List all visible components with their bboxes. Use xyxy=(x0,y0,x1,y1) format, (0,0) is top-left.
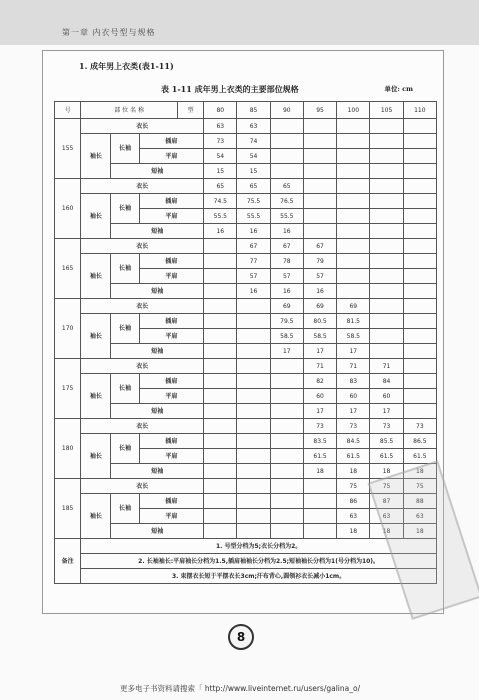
table-row xyxy=(55,224,437,239)
value-cell xyxy=(370,179,403,194)
value-cell xyxy=(403,164,436,179)
value-cell xyxy=(403,194,436,209)
footer-text: 更多电子书资料请搜索「 http://www.liveinternet.ru/users/galina_o/ xyxy=(120,684,361,693)
height-cell: 165 xyxy=(55,239,81,299)
value-cell xyxy=(270,434,303,449)
header-cell: 95 xyxy=(303,102,336,119)
value-cell: 18 xyxy=(403,524,436,539)
value-cell: 74 xyxy=(237,134,270,149)
value-cell xyxy=(204,479,237,494)
label-set-in: 平肩 xyxy=(139,209,204,224)
value-cell: 75 xyxy=(337,479,370,494)
value-cell xyxy=(403,314,436,329)
value-cell xyxy=(337,149,370,164)
table-row xyxy=(55,284,437,299)
table-row xyxy=(55,524,437,539)
value-cell: 83.5 xyxy=(303,434,336,449)
header-cell: 80 xyxy=(204,102,237,119)
value-cell xyxy=(204,494,237,509)
value-cell xyxy=(204,254,237,269)
value-cell xyxy=(204,299,237,314)
height-cell: 180 xyxy=(55,419,81,479)
value-cell: 67 xyxy=(270,239,303,254)
value-cell xyxy=(337,224,370,239)
label-short-sleeve: 短袖 xyxy=(111,164,204,179)
note-row xyxy=(55,539,437,554)
label-short-sleeve: 短袖 xyxy=(111,284,204,299)
value-cell xyxy=(204,314,237,329)
value-cell: 77 xyxy=(237,254,270,269)
label-set-in: 平肩 xyxy=(139,509,204,524)
value-cell xyxy=(270,419,303,434)
value-cell xyxy=(303,119,336,134)
value-cell: 71 xyxy=(337,359,370,374)
value-cell xyxy=(337,239,370,254)
label-short-sleeve: 短袖 xyxy=(111,344,204,359)
value-cell xyxy=(370,329,403,344)
value-cell xyxy=(303,164,336,179)
notes-label: 备注 xyxy=(55,539,81,584)
label-raglan: 插肩 xyxy=(139,374,204,389)
value-cell: 17 xyxy=(303,404,336,419)
value-cell xyxy=(204,269,237,284)
table-header-row xyxy=(55,102,437,119)
note-row xyxy=(55,554,437,569)
label-raglan: 插肩 xyxy=(139,314,204,329)
label-set-in: 平肩 xyxy=(139,449,204,464)
header-cell: 部 位 名 称 xyxy=(81,102,178,119)
value-cell: 57 xyxy=(237,269,270,284)
value-cell xyxy=(370,134,403,149)
value-cell xyxy=(403,344,436,359)
value-cell: 80.5 xyxy=(303,314,336,329)
value-cell: 78 xyxy=(270,254,303,269)
value-cell: 17 xyxy=(270,344,303,359)
height-cell: 170 xyxy=(55,299,81,359)
value-cell xyxy=(204,389,237,404)
value-cell xyxy=(370,164,403,179)
value-cell: 15 xyxy=(204,164,237,179)
value-cell xyxy=(237,494,270,509)
value-cell xyxy=(204,284,237,299)
value-cell xyxy=(370,119,403,134)
value-cell: 16 xyxy=(303,284,336,299)
value-cell xyxy=(403,254,436,269)
value-cell: 18 xyxy=(337,464,370,479)
value-cell xyxy=(270,509,303,524)
value-cell: 60 xyxy=(303,389,336,404)
value-cell: 17 xyxy=(303,344,336,359)
label-raglan: 插肩 xyxy=(139,194,204,209)
value-cell: 18 xyxy=(370,524,403,539)
table-row xyxy=(55,314,437,329)
table-row xyxy=(55,404,437,419)
value-cell: 88 xyxy=(403,494,436,509)
value-cell: 84 xyxy=(370,374,403,389)
value-cell xyxy=(337,284,370,299)
value-cell xyxy=(337,194,370,209)
value-cell: 75 xyxy=(403,479,436,494)
value-cell: 61.5 xyxy=(403,449,436,464)
value-cell: 75.5 xyxy=(237,194,270,209)
note-text: 2. 长袖袖长:平肩袖长分档为1.5,插肩袖袖长分档为2.5;短袖袖长分档为1(号分档为10)。 xyxy=(81,554,437,569)
value-cell xyxy=(303,179,336,194)
value-cell: 17 xyxy=(337,404,370,419)
label-sleeve: 袖长 xyxy=(81,494,111,539)
value-cell: 18 xyxy=(403,464,436,479)
value-cell: 55.5 xyxy=(204,209,237,224)
value-cell xyxy=(403,404,436,419)
header-cell: 105 xyxy=(370,102,403,119)
value-cell: 75 xyxy=(370,479,403,494)
value-cell: 86 xyxy=(337,494,370,509)
value-cell: 60 xyxy=(337,389,370,404)
table-title: 表 1-11 成年男上衣类的主要部位规格 xyxy=(161,84,299,94)
value-cell: 60 xyxy=(370,389,403,404)
value-cell: 79.5 xyxy=(270,314,303,329)
header-cell: 100 xyxy=(337,102,370,119)
value-cell: 65 xyxy=(237,179,270,194)
value-cell xyxy=(370,299,403,314)
value-cell xyxy=(403,269,436,284)
table-row xyxy=(55,194,437,209)
chapter-header: 第一章 内衣号型与规格 xyxy=(62,28,156,37)
value-cell: 81.5 xyxy=(337,314,370,329)
value-cell xyxy=(237,509,270,524)
table-row xyxy=(55,134,437,149)
value-cell: 58.5 xyxy=(303,329,336,344)
header-cell: 型 xyxy=(177,102,203,119)
value-cell xyxy=(403,389,436,404)
value-cell: 16 xyxy=(270,224,303,239)
value-cell: 57 xyxy=(270,269,303,284)
label-long-sleeve: 长袖 xyxy=(111,194,139,224)
label-sleeve: 袖长 xyxy=(81,194,111,239)
value-cell: 71 xyxy=(303,359,336,374)
value-cell xyxy=(270,524,303,539)
value-cell: 73 xyxy=(204,134,237,149)
value-cell xyxy=(403,329,436,344)
label-set-in: 平肩 xyxy=(139,329,204,344)
table-row xyxy=(55,464,437,479)
label-length: 衣长 xyxy=(81,479,204,494)
value-cell xyxy=(303,479,336,494)
value-cell xyxy=(403,224,436,239)
value-cell xyxy=(303,224,336,239)
table-row xyxy=(55,164,437,179)
value-cell: 85.5 xyxy=(370,434,403,449)
value-cell xyxy=(370,194,403,209)
value-cell xyxy=(337,269,370,284)
value-cell: 84.5 xyxy=(337,434,370,449)
value-cell: 18 xyxy=(337,524,370,539)
value-cell xyxy=(303,209,336,224)
label-length: 衣长 xyxy=(81,119,204,134)
value-cell: 54 xyxy=(237,149,270,164)
height-cell: 175 xyxy=(55,359,81,419)
height-cell: 185 xyxy=(55,479,81,539)
value-cell xyxy=(204,434,237,449)
value-cell xyxy=(370,239,403,254)
value-cell: 18 xyxy=(370,464,403,479)
header-cell: 90 xyxy=(270,102,303,119)
value-cell xyxy=(270,479,303,494)
value-cell: 16 xyxy=(237,224,270,239)
label-sleeve: 袖长 xyxy=(81,254,111,299)
value-cell: 67 xyxy=(237,239,270,254)
value-cell xyxy=(204,524,237,539)
value-cell: 16 xyxy=(270,284,303,299)
value-cell xyxy=(237,479,270,494)
table-row xyxy=(55,119,437,134)
label-sleeve: 袖长 xyxy=(81,314,111,359)
value-cell: 63 xyxy=(237,119,270,134)
value-cell xyxy=(204,449,237,464)
value-cell xyxy=(270,374,303,389)
value-cell xyxy=(337,179,370,194)
label-length: 衣长 xyxy=(81,299,204,314)
value-cell: 65 xyxy=(204,179,237,194)
table-row xyxy=(55,299,437,314)
value-cell xyxy=(237,404,270,419)
table-row xyxy=(55,239,437,254)
value-cell xyxy=(270,464,303,479)
value-cell xyxy=(204,329,237,344)
header-cell: 号 xyxy=(55,102,81,119)
value-cell xyxy=(270,449,303,464)
value-cell xyxy=(337,209,370,224)
value-cell: 73 xyxy=(337,419,370,434)
value-cell xyxy=(403,209,436,224)
label-sleeve: 袖长 xyxy=(81,374,111,419)
value-cell xyxy=(337,164,370,179)
label-raglan: 插肩 xyxy=(139,134,204,149)
value-cell xyxy=(303,494,336,509)
label-raglan: 插肩 xyxy=(139,254,204,269)
value-cell xyxy=(303,149,336,164)
label-long-sleeve: 长袖 xyxy=(111,134,139,164)
value-cell xyxy=(270,164,303,179)
value-cell xyxy=(403,179,436,194)
value-cell xyxy=(204,404,237,419)
value-cell xyxy=(204,344,237,359)
value-cell xyxy=(237,314,270,329)
value-cell: 61.5 xyxy=(370,449,403,464)
value-cell: 63 xyxy=(370,509,403,524)
value-cell xyxy=(237,434,270,449)
label-length: 衣长 xyxy=(81,359,204,374)
value-cell: 73 xyxy=(370,419,403,434)
label-long-sleeve: 长袖 xyxy=(111,254,139,284)
value-cell: 17 xyxy=(337,344,370,359)
value-cell xyxy=(303,134,336,149)
value-cell: 73 xyxy=(303,419,336,434)
value-cell xyxy=(237,344,270,359)
value-cell: 55.5 xyxy=(237,209,270,224)
value-cell xyxy=(403,134,436,149)
table-row xyxy=(55,374,437,389)
value-cell xyxy=(403,149,436,164)
table-row xyxy=(55,434,437,449)
value-cell: 16 xyxy=(237,284,270,299)
value-cell: 67 xyxy=(303,239,336,254)
value-cell xyxy=(370,209,403,224)
label-short-sleeve: 短袖 xyxy=(111,224,204,239)
value-cell: 16 xyxy=(204,224,237,239)
value-cell xyxy=(337,134,370,149)
label-long-sleeve: 长袖 xyxy=(111,374,139,404)
value-cell xyxy=(303,509,336,524)
value-cell: 65 xyxy=(270,179,303,194)
table-row xyxy=(55,254,437,269)
value-cell xyxy=(204,374,237,389)
value-cell xyxy=(270,119,303,134)
value-cell xyxy=(303,524,336,539)
value-cell xyxy=(237,299,270,314)
value-cell xyxy=(403,284,436,299)
value-cell xyxy=(303,194,336,209)
value-cell xyxy=(370,224,403,239)
value-cell: 58.5 xyxy=(270,329,303,344)
value-cell xyxy=(370,149,403,164)
value-cell xyxy=(270,359,303,374)
top-band xyxy=(0,0,479,45)
value-cell: 74.5 xyxy=(204,194,237,209)
table-row xyxy=(55,344,437,359)
value-cell xyxy=(204,419,237,434)
label-short-sleeve: 短袖 xyxy=(111,524,204,539)
value-cell xyxy=(403,299,436,314)
value-cell: 73 xyxy=(403,419,436,434)
value-cell xyxy=(270,134,303,149)
header-cell: 85 xyxy=(237,102,270,119)
value-cell: 15 xyxy=(237,164,270,179)
label-set-in: 平肩 xyxy=(139,389,204,404)
value-cell: 83 xyxy=(337,374,370,389)
note-text: 1. 号型分档为5;衣长分档为2。 xyxy=(81,539,437,554)
table-row xyxy=(55,359,437,374)
value-cell: 55.5 xyxy=(270,209,303,224)
value-cell xyxy=(237,464,270,479)
value-cell xyxy=(204,239,237,254)
section-title: 1. 成年男上衣类(表1-11) xyxy=(79,61,174,71)
note-text: 3. 束摆衣长短于平摆衣长3cm;汗布背心,圆领衫衣长减小1cm。 xyxy=(81,569,437,584)
value-cell: 69 xyxy=(337,299,370,314)
value-cell xyxy=(403,239,436,254)
label-long-sleeve: 长袖 xyxy=(111,434,139,464)
label-long-sleeve: 长袖 xyxy=(111,314,139,344)
value-cell: 86.5 xyxy=(403,434,436,449)
value-cell xyxy=(337,119,370,134)
label-raglan: 插肩 xyxy=(139,494,204,509)
value-cell xyxy=(370,314,403,329)
value-cell xyxy=(237,374,270,389)
label-length: 衣长 xyxy=(81,239,204,254)
value-cell: 79 xyxy=(303,254,336,269)
value-cell xyxy=(237,449,270,464)
value-cell xyxy=(204,464,237,479)
label-long-sleeve: 长袖 xyxy=(111,494,139,524)
value-cell xyxy=(237,419,270,434)
value-cell: 57 xyxy=(303,269,336,284)
value-cell xyxy=(370,344,403,359)
unit-label: 单位: cm xyxy=(384,85,413,93)
table-row xyxy=(55,179,437,194)
value-cell: 61.5 xyxy=(303,449,336,464)
value-cell xyxy=(204,509,237,524)
value-cell xyxy=(270,149,303,164)
label-sleeve: 袖长 xyxy=(81,134,111,179)
value-cell xyxy=(403,119,436,134)
value-cell xyxy=(237,389,270,404)
label-set-in: 平肩 xyxy=(139,149,204,164)
value-cell: 18 xyxy=(303,464,336,479)
value-cell xyxy=(403,359,436,374)
value-cell: 63 xyxy=(204,119,237,134)
value-cell: 58.5 xyxy=(337,329,370,344)
value-cell xyxy=(370,284,403,299)
value-cell xyxy=(370,254,403,269)
value-cell xyxy=(270,389,303,404)
table-row xyxy=(55,419,437,434)
label-raglan: 插肩 xyxy=(139,434,204,449)
height-cell: 155 xyxy=(55,119,81,179)
note-row xyxy=(55,569,437,584)
value-cell: 63 xyxy=(337,509,370,524)
label-length: 衣长 xyxy=(81,419,204,434)
value-cell xyxy=(270,494,303,509)
value-cell: 17 xyxy=(370,404,403,419)
label-short-sleeve: 短袖 xyxy=(111,464,204,479)
value-cell: 54 xyxy=(204,149,237,164)
value-cell: 71 xyxy=(370,359,403,374)
page-number: 8 xyxy=(228,624,254,650)
value-cell xyxy=(237,524,270,539)
value-cell xyxy=(370,269,403,284)
value-cell: 87 xyxy=(370,494,403,509)
height-cell: 160 xyxy=(55,179,81,239)
label-length: 衣长 xyxy=(81,179,204,194)
label-sleeve: 袖长 xyxy=(81,434,111,479)
value-cell: 61.5 xyxy=(337,449,370,464)
header-cell: 110 xyxy=(403,102,436,119)
label-short-sleeve: 短袖 xyxy=(111,404,204,419)
value-cell: 63 xyxy=(403,509,436,524)
value-cell: 69 xyxy=(303,299,336,314)
value-cell xyxy=(403,374,436,389)
value-cell xyxy=(237,329,270,344)
value-cell: 76.5 xyxy=(270,194,303,209)
value-cell: 82 xyxy=(303,374,336,389)
value-cell xyxy=(204,359,237,374)
value-cell xyxy=(237,359,270,374)
value-cell xyxy=(337,254,370,269)
value-cell: 69 xyxy=(270,299,303,314)
label-set-in: 平肩 xyxy=(139,269,204,284)
value-cell xyxy=(270,404,303,419)
